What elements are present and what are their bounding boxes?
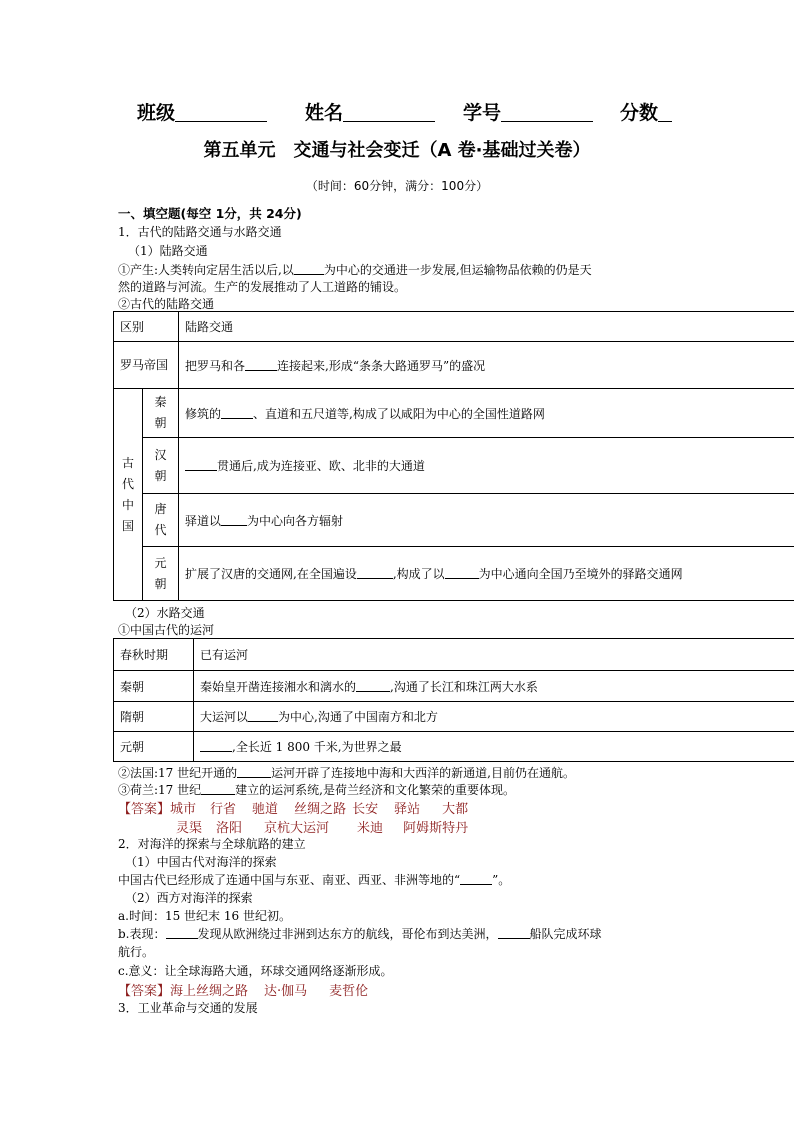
exploration-performance-line-1 [118,925,602,942]
qin-text-b: 、直道和五尺道等,构成了以咸阳为中心的全国性道路网 [253,406,545,421]
answer-item: 驰道 [252,802,279,817]
score-label: 分数 [620,103,659,124]
qin-label [143,389,179,438]
land-transport-table [113,311,794,601]
answer-1-line-2 [176,817,468,836]
blank-input[interactable] [248,709,278,722]
qin-text-a: 修筑的 [185,406,222,421]
student-id-label: 学号 [463,103,502,124]
tang-text-a: 驿道以 [185,513,222,528]
answer-item: 长安 [352,802,379,817]
yuan-label [143,547,179,601]
blank-input[interactable] [294,262,324,275]
tang-label-text: 唐代 [154,502,167,537]
france-text-b: 运河开辟了连接地中海和大西洋的新通道,目前仍在通航。 [271,766,575,780]
student-info-header [0,98,794,128]
yuan-label-text: 元朝 [154,555,167,591]
canal-qin-cell [194,671,794,702]
dutch-text-b: 建立的运河系统,是荷兰经济和文化繁荣的重要体现。 [235,783,515,797]
china-label [114,389,143,601]
table-row [114,732,794,762]
table-row [114,639,794,671]
qin-label-text: 秦朝 [154,395,167,430]
dutch-text-a: ③荷兰:17 世纪 [118,783,202,797]
china-sea-line [118,871,510,888]
canal-qin-text-a: 秦始皇开凿连接湘水和漓水的 [200,679,357,694]
answer-item: 行省 [210,802,237,817]
exploration-time: a.时间：15 世纪末 16 世纪初。 [118,909,291,923]
answer-item: 米迪 [357,821,384,836]
perf-text-c: 船队完成环球 [529,927,602,941]
sui-cell [194,702,794,732]
canal-heading: ①中国古代的运河 [118,623,215,637]
answer-item: 丝绸之路 [294,802,347,817]
subtopic-land: （1）陆路交通 [128,244,208,258]
france-text-a: ②法国:17 世纪开通的 [118,766,238,780]
tang-text-b: 为中心向各方辐射 [247,513,344,528]
blank-input[interactable] [201,782,235,795]
han-label [143,438,179,494]
spring-label: 春秋时期 [114,639,194,671]
han-cell [179,438,794,494]
exploration-performance-line-2: 航行。 [118,945,155,959]
blank-input[interactable] [166,926,198,939]
score-blank[interactable] [658,103,672,122]
student-id-field[interactable] [463,98,593,125]
canal-qin-text-b: ,沟通了长江和珠江两大水系 [390,679,538,694]
name-blank[interactable] [343,103,435,122]
rome-text-a: 把罗马和各 [185,358,246,373]
blank-input[interactable] [221,406,253,419]
sui-label: 隋朝 [114,702,194,732]
header-region: 区别 [114,312,179,342]
section-heading: 一、填空题(每空 1分，共 24分) [118,206,302,221]
answer-item: 京杭大运河 [264,821,330,836]
china-sea-text-a: 中国古代已经形成了连通中国与东亚、南亚、西亚、非洲等地的“ [118,873,461,887]
student-id-blank[interactable] [501,103,593,122]
table-row [114,671,794,702]
rome-label: 罗马帝国 [114,342,179,389]
class-blank[interactable] [175,103,267,122]
blank-input[interactable] [460,872,492,885]
canal-table [113,638,794,762]
exploration-meaning: c.意义：让全球海路大通，环球交通网络逐渐形成。 [118,964,393,978]
dutch-canal-line [118,781,515,798]
perf-text-b: 发现从欧洲绕过非洲到达东方的航线，哥伦布到达美洲， [197,927,498,941]
ancient-land-heading: ②古代的陆路交通 [118,297,215,311]
spring-cell: 已有运河 [194,639,794,671]
answer-item: 阿姆斯特丹 [403,821,469,836]
yuan-cell [179,547,794,601]
score-field[interactable] [620,98,672,125]
blank-input[interactable] [200,739,232,752]
yuan-text-c: 为中心通向全国乃至境外的驿路交通网 [478,567,683,581]
table-row [114,438,794,494]
table-row [114,312,794,342]
answer-2-line [118,980,368,999]
yuan-text-a: 扩展了汉唐的交通网,在全国遍设 [185,567,357,581]
answer-tag: 【答案】 [118,802,171,817]
canal-qin-label: 秦朝 [114,671,194,702]
blank-input[interactable] [445,566,479,579]
page-title: 第五单元 交通与社会变迁（A 卷·基础过关卷） [203,140,591,161]
answer-item: 驿站 [394,802,421,817]
blank-input[interactable] [498,926,530,939]
canal-yuan-text: ,全长近 1 800 千米,为世界之最 [232,740,402,754]
subtopic-water: （2）水路交通 [125,606,205,620]
blank-input[interactable] [356,679,390,692]
sui-text-b: 为中心,沟通了中国南方和北方 [278,710,438,724]
table-row [114,547,794,601]
answer-item: 城市 [170,802,197,817]
question-1-title: 1．古代的陆路交通与水路交通 [118,225,282,239]
origin-line-1 [118,261,592,278]
answer-item: 洛阳 [216,821,243,836]
canal-yuan-label: 元朝 [114,732,194,762]
perf-text-a: b.表现： [118,927,166,941]
subtopic-china-sea: （1）中国古代对海洋的探索 [125,855,277,869]
origin-text-a: ①产生:人类转向定居生活以后,以 [118,263,294,277]
yuan-text-b: ,构成了以 [392,567,445,581]
tang-cell [179,494,794,547]
subtopic-west-sea: （2）西方对海洋的探索 [125,891,253,905]
answer-item: 海上丝绸之路 [170,984,249,999]
france-canal-line [118,764,575,781]
qin-cell [179,389,794,438]
blank-input[interactable] [245,358,277,371]
answer-item: 麦哲伦 [329,984,369,999]
rome-cell [179,342,794,389]
origin-text-b: 为中心的交通进一步发展,但运输物品依赖的仍是天 [323,263,592,277]
han-text: 贯通后,成为连接亚、欧、北非的大通道 [217,459,425,473]
table-row [114,389,794,438]
table-row [114,342,794,389]
question-3-title: 3．工业革命与交通的发展 [118,1001,258,1015]
table-row [114,494,794,547]
header-content: 陆路交通 [179,312,794,342]
sui-text-a: 大运河以 [200,710,249,724]
china-sea-text-b: ”。 [492,873,511,887]
exam-time-score: （时间：60分钟，满分：100分） [305,179,489,193]
tang-label [143,494,179,547]
class-field[interactable] [137,98,267,125]
canal-yuan-cell [194,732,794,762]
name-label: 姓名 [305,103,344,124]
answer-item: 大都 [442,802,469,817]
name-field[interactable] [305,98,435,125]
answer-item: 灵渠 [176,821,203,836]
answer-tag: 【答案】 [118,984,171,999]
class-label: 班级 [137,103,176,124]
blank-input[interactable] [221,513,247,526]
han-label-text: 汉朝 [154,447,167,483]
answer-item: 达·伽马 [264,984,308,999]
blank-input[interactable] [237,765,271,778]
blank-input[interactable] [185,458,217,471]
table-row [114,702,794,732]
question-2-title: 2．对海洋的探索与全球航路的建立 [118,837,306,851]
blank-input[interactable] [357,566,393,579]
rome-text-b: 连接起来,形成“条条大路通罗马”的盛况 [277,358,486,373]
answer-1-line-1 [118,798,468,817]
china-label-text: 古代中国 [121,455,134,533]
origin-line-2: 然的道路与河流。生产的发展推动了人工道路的铺设。 [118,280,407,294]
